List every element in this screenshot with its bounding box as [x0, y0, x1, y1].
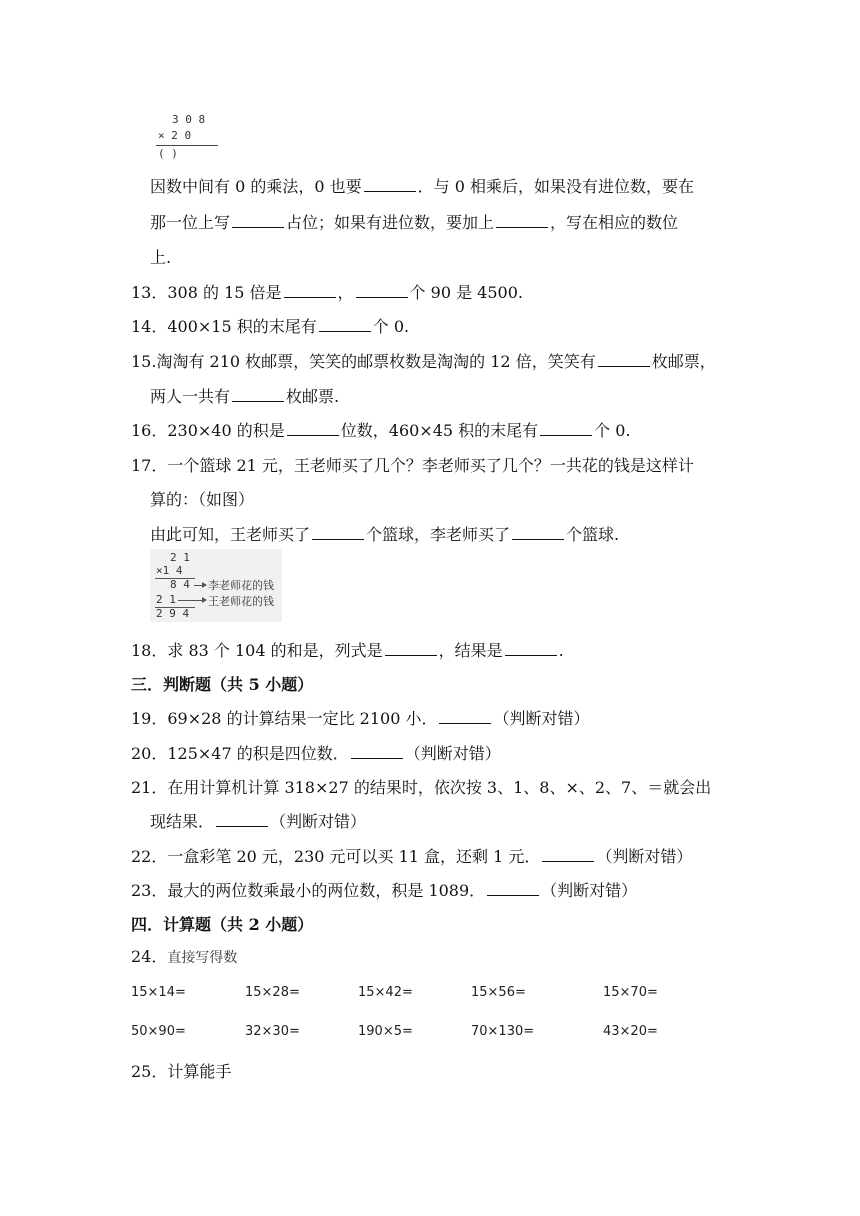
question-14: 14．400×15 积的末尾有 个 0.	[131, 317, 410, 336]
answer-blank[interactable]	[232, 213, 284, 228]
answer-blank[interactable]	[598, 352, 650, 367]
question-19: 19．69×28 的计算结果一定比 2100 小． （判断对错）	[131, 709, 590, 728]
calc-item: 15×70=	[603, 985, 658, 1000]
answer-blank[interactable]	[512, 525, 564, 540]
vertical-calc-21x14-image	[150, 549, 282, 622]
answer-blank[interactable]	[312, 525, 364, 540]
question-15: 15.淘淘有 210 枚邮票，笑笑的邮票枚数是淘淘的 12 倍，笑笑有 枚邮票，	[131, 352, 716, 371]
answer-blank[interactable]	[356, 283, 408, 298]
answer-blank[interactable]	[351, 744, 403, 759]
text-line-p3: 上.	[150, 248, 172, 267]
calc-item: 190×5=	[358, 1024, 413, 1039]
calc-item: 15×28=	[245, 985, 300, 1000]
calc-top: 3 0 8	[172, 113, 206, 126]
calc-rule	[156, 145, 218, 146]
question-24: 24．直接写得数	[131, 947, 238, 966]
arrow-head-icon	[202, 597, 207, 603]
section-3-heading: 三．判断题（共 5 小题）	[131, 675, 314, 694]
answer-blank[interactable]	[496, 213, 548, 228]
calc-row: ×1 4	[156, 564, 183, 577]
calc-item: 50×90=	[131, 1024, 186, 1039]
answer-blank[interactable]	[487, 881, 539, 896]
calc-item: 43×20=	[603, 1024, 658, 1039]
calc-item: 15×42=	[358, 985, 413, 1000]
calc-item: 15×56=	[471, 985, 526, 1000]
calc-row: 2 1	[170, 551, 190, 564]
calc-item: 32×30=	[245, 1024, 300, 1039]
question-16: 16．230×40 的积是 位数，460×45 积的末尾有 个 0.	[131, 421, 631, 440]
label-li: 李老师花的钱	[208, 579, 274, 592]
question-17-line2: 算的：（如图）	[150, 490, 255, 509]
calc-row: 8 4	[170, 578, 190, 591]
calc-row: 2 1	[156, 593, 176, 606]
answer-blank[interactable]	[232, 387, 284, 402]
answer-blank[interactable]	[287, 421, 339, 436]
calc-item: 15×14=	[131, 985, 186, 1000]
question-15-line2: 两人一共有 枚邮票.	[150, 387, 340, 406]
calc-bottom: ( )	[158, 147, 178, 160]
arrow-head-icon	[202, 582, 207, 588]
answer-blank[interactable]	[385, 641, 437, 656]
label-wang: 王老师花的钱	[208, 595, 274, 608]
answer-blank[interactable]	[364, 177, 416, 192]
calc-item: 70×130=	[471, 1024, 535, 1039]
section-4-heading: 四．计算题（共 2 小题）	[131, 915, 314, 934]
question-20: 20．125×47 的积是四位数． （判断对错）	[131, 744, 501, 763]
question-21-line2: 现结果． （判断对错）	[150, 812, 367, 831]
question-23: 23．最大的两位数乘最小的两位数，积是 1089． （判断对错）	[131, 881, 638, 900]
text-line-p2: 那一位上写 占位；如果有进位数，要加上 ，写在相应的数位	[150, 213, 679, 232]
calc-row: 2 9 4	[156, 607, 190, 620]
arrow-icon	[178, 600, 204, 601]
question-17-line3: 由此可知，王老师买了 个篮球，李老师买了 个篮球.	[150, 525, 620, 544]
question-18: 18．求 83 个 104 的和是，列式是 ，结果是 .	[131, 641, 564, 660]
answer-blank[interactable]	[319, 317, 371, 332]
answer-blank[interactable]	[439, 709, 491, 724]
question-21: 21．在用计算机计算 318×27 的结果时，依次按 3、1、8、×、2、7、＝就会出	[131, 778, 712, 797]
calc-mid: × 2 0	[158, 129, 192, 142]
question-22: 22．一盒彩笔 20 元，230 元可以买 11 盒，还剩 1 元． （判断对错）	[131, 847, 693, 866]
answer-blank[interactable]	[540, 421, 592, 436]
answer-blank[interactable]	[284, 283, 336, 298]
answer-blank[interactable]	[216, 812, 268, 827]
answer-blank[interactable]	[542, 847, 594, 862]
question-25: 25．计算能手	[131, 1062, 232, 1081]
answer-blank[interactable]	[505, 641, 557, 656]
text-line-p1: 因数中间有 0 的乘法，0 也要 ．与 0 相乘后，如果没有进位数，要在	[150, 177, 694, 196]
question-17: 17．一个篮球 21 元，王老师买了几个？李老师买了几个？一共花的钱是这样计	[131, 456, 694, 475]
question-13: 13．308 的 15 倍是 ， 个 90 是 4500.	[131, 283, 523, 302]
